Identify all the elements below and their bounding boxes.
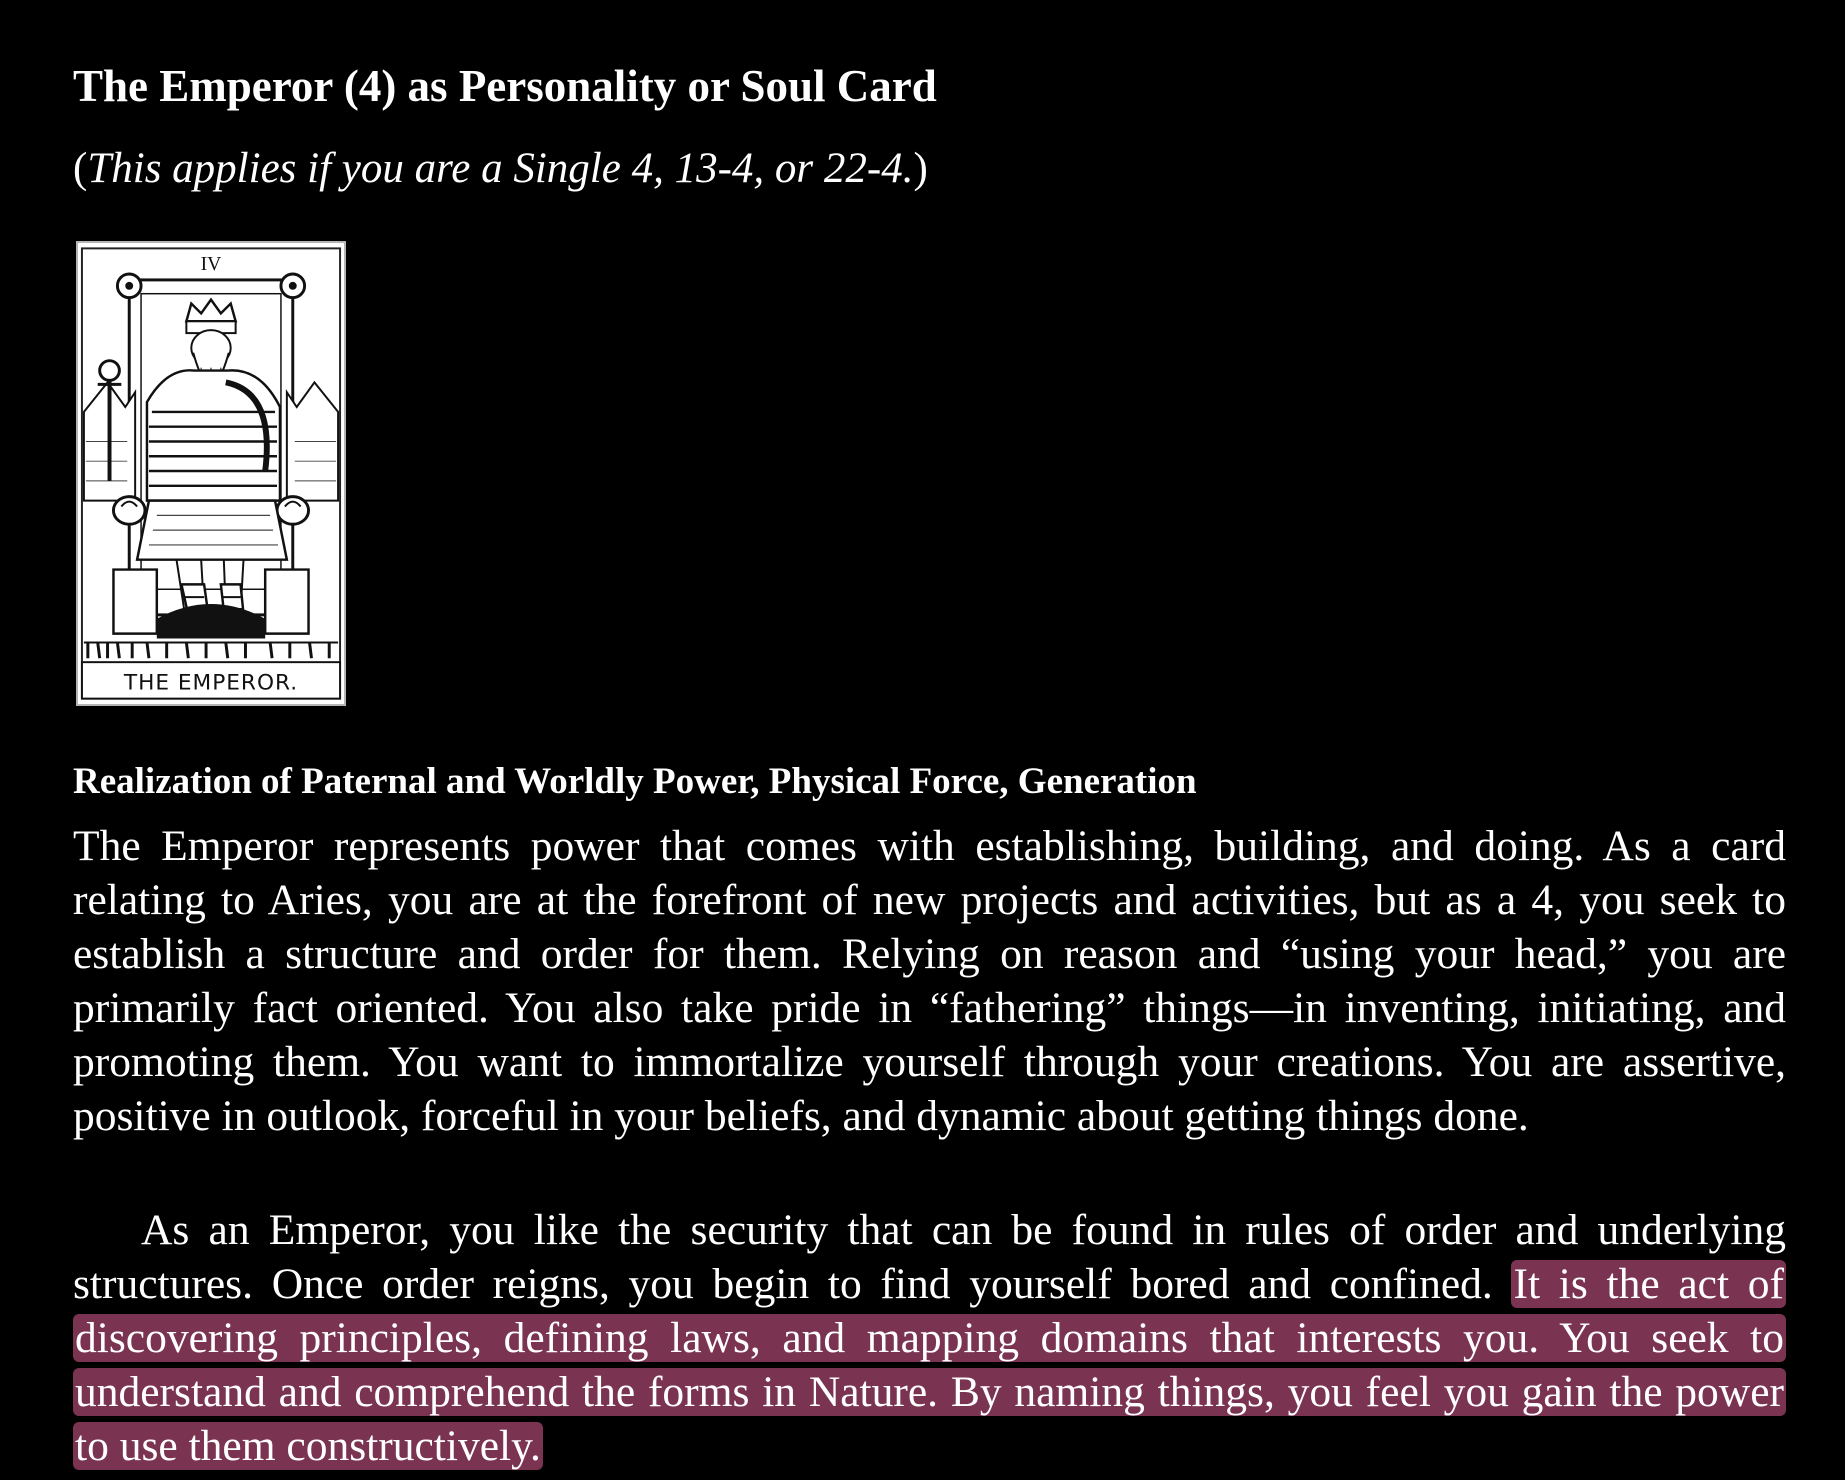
subtitle-open-paren: ( [73,145,88,192]
paragraph-1: The Emperor represents power that comes with establishing, building, and doing. As a card relating to Aries, you are at the forefront of new projects and activities, but as a 4, you seek to establish a structure and order for them. Relying on reason and “using your head,” you are primarily fact oriented. You also take pride in “fathering” things—in inventing, initiating, and promoting them. You want to immortalize yourself through your creations. You are assertive, positive in outlook, forceful in your beliefs, and dynamic about getting things done. [73,822,1786,1140]
emperor-card-illustration [78,243,344,704]
paragraph-2 [73,1203,1786,1473]
highlighted-passage[interactable]: It is the act of discovering principles, defining laws, and mapping domains that interests you. You seek to understand and comprehend the forms in Nature. By naming things, you feel you gain the power to use them constructively. [75,1260,1784,1470]
subtitle-close-paren: ) [913,145,928,192]
page-subtitle [73,142,928,196]
paragraph-2-plain-text: As an Emperor, you like the security that can be found in rules of order and underlying structures. Once order reigns, you begin to find yourself bored and confined. [73,1206,1786,1308]
card-numeral: IV [200,253,222,276]
card-caption: THE EMPEROR. [123,670,299,696]
emperor-tarot-card-image [76,241,346,706]
page-title: The Emperor (4) as Personality or Soul Card [73,61,937,111]
subtitle-italic-text: This applies if you are a Single 4, 13-4, or 22-4. [87,145,914,192]
section-heading: Realization of Paternal and Worldly Power, Physical Force, Generation [73,761,1197,802]
